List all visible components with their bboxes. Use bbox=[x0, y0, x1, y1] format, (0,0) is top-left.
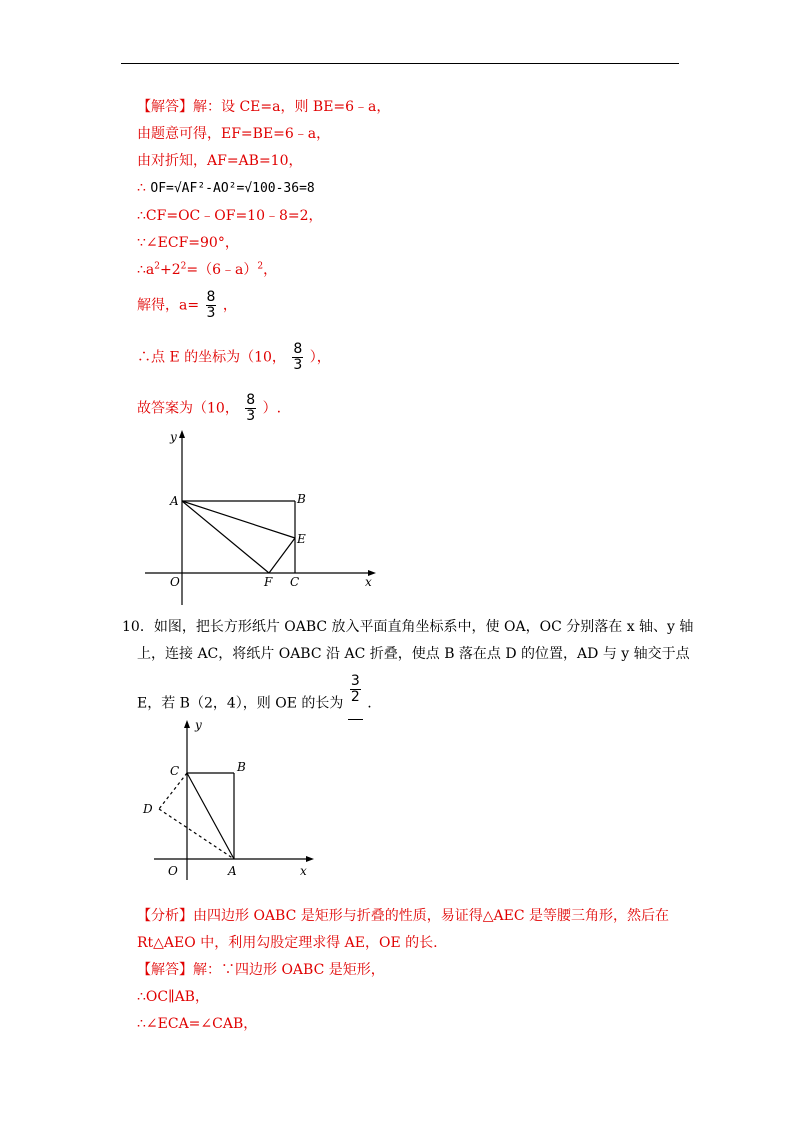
answer-blank bbox=[348, 673, 363, 720]
answer-label: 故答案为（10， bbox=[137, 400, 239, 417]
close-paren: ）， bbox=[309, 349, 331, 366]
solution9-line9 bbox=[137, 342, 331, 373]
exp-2: 2 bbox=[180, 261, 187, 272]
of-formula: OF=√AF²-AO²=√100-36=8 bbox=[150, 181, 315, 196]
fraction-8-3: $\frac{8}{3}$ bbox=[246, 392, 256, 424]
label-x-axis: x bbox=[365, 575, 372, 589]
solution9-line7 bbox=[137, 260, 277, 280]
solution9-line3: 由对折知，AF=AB=10， bbox=[137, 153, 303, 169]
fraction-8-3: $\frac{8}{3}$ bbox=[206, 289, 216, 321]
label-y-axis: y bbox=[195, 718, 202, 732]
solution9-line4 bbox=[137, 178, 315, 199]
label-B: B bbox=[297, 492, 306, 506]
eq-part-d: ， bbox=[263, 262, 278, 278]
label-O: O bbox=[170, 575, 180, 589]
figure-1-diagram bbox=[140, 425, 390, 610]
problem10-line2: 上，连接 AC，将纸片 OABC 沿 AC 折叠，使点 B 落在点 D 的位置，AD 与 y 轴交于点 bbox=[137, 646, 690, 662]
figure-2-diagram bbox=[140, 715, 320, 885]
label-y-axis: y bbox=[170, 430, 177, 444]
eq-part-c: =（6﹣a） bbox=[186, 262, 258, 278]
label-F: F bbox=[264, 575, 273, 589]
label-D: D bbox=[143, 802, 153, 816]
solution9-line5: ∴CF=OC﹣OF=10﹣8=2， bbox=[137, 208, 323, 224]
eq-part-b: +2 bbox=[160, 262, 181, 278]
label-E: E bbox=[297, 532, 306, 546]
solution9-line1: 【解答】解：设 CE=a，则 BE=6﹣a， bbox=[137, 99, 391, 115]
solution9-line6: ∵∠ECF=90°， bbox=[137, 235, 239, 251]
coordinate-label: ∴点 E 的坐标为（10， bbox=[137, 349, 286, 366]
close-paren: ）. bbox=[262, 400, 282, 417]
label-C: C bbox=[290, 575, 300, 589]
solution10-line2: ∴OC∥AB， bbox=[137, 989, 209, 1005]
problem10-question: E，若 B（2，4），则 OE 的长为 bbox=[137, 695, 344, 712]
eq-part-a: ∴a bbox=[137, 262, 155, 278]
solution10-analysis-line1: 【分析】由四边形 OABC 是矩形与折叠的性质，易证得△AEC 是等腰三角形，然后在 bbox=[137, 908, 670, 924]
header-rule bbox=[121, 63, 679, 64]
solution10-line1: 【解答】解：∵四边形 OABC 是矩形， bbox=[137, 962, 385, 978]
label-B: B bbox=[237, 760, 246, 774]
therefore-symbol: ∴ bbox=[137, 180, 146, 196]
solved-label: 解得，a= bbox=[137, 297, 200, 314]
label-O: O bbox=[168, 864, 178, 878]
solution9-line8 bbox=[137, 290, 237, 321]
label-A: A bbox=[228, 864, 237, 878]
problem10-line1: 10．如图，把长方形纸片 OABC 放入平面直角坐标系中，使 OA，OC 分别落在 x 轴、y 轴 bbox=[122, 619, 694, 635]
label-C: C bbox=[170, 764, 180, 778]
fraction-8-3: $\frac{8}{3}$ bbox=[293, 341, 303, 373]
fraction-3-2: $\frac{3}{2}$ bbox=[350, 673, 360, 705]
period: . bbox=[367, 695, 372, 712]
exp-2: 2 bbox=[257, 261, 264, 272]
solution10-line3: ∴∠ECA=∠CAB， bbox=[137, 1016, 258, 1032]
label-x-axis: x bbox=[300, 864, 307, 878]
solution9-line2: 由题意可得，EF=BE=6﹣a， bbox=[137, 126, 331, 142]
solution10-analysis-line2: Rt△AEO 中，利用勾股定理求得 AE，OE 的长. bbox=[137, 935, 438, 951]
solution9-line10 bbox=[137, 393, 281, 424]
exp-2: 2 bbox=[154, 261, 160, 272]
comma: ， bbox=[222, 297, 237, 314]
label-A: A bbox=[170, 494, 179, 508]
